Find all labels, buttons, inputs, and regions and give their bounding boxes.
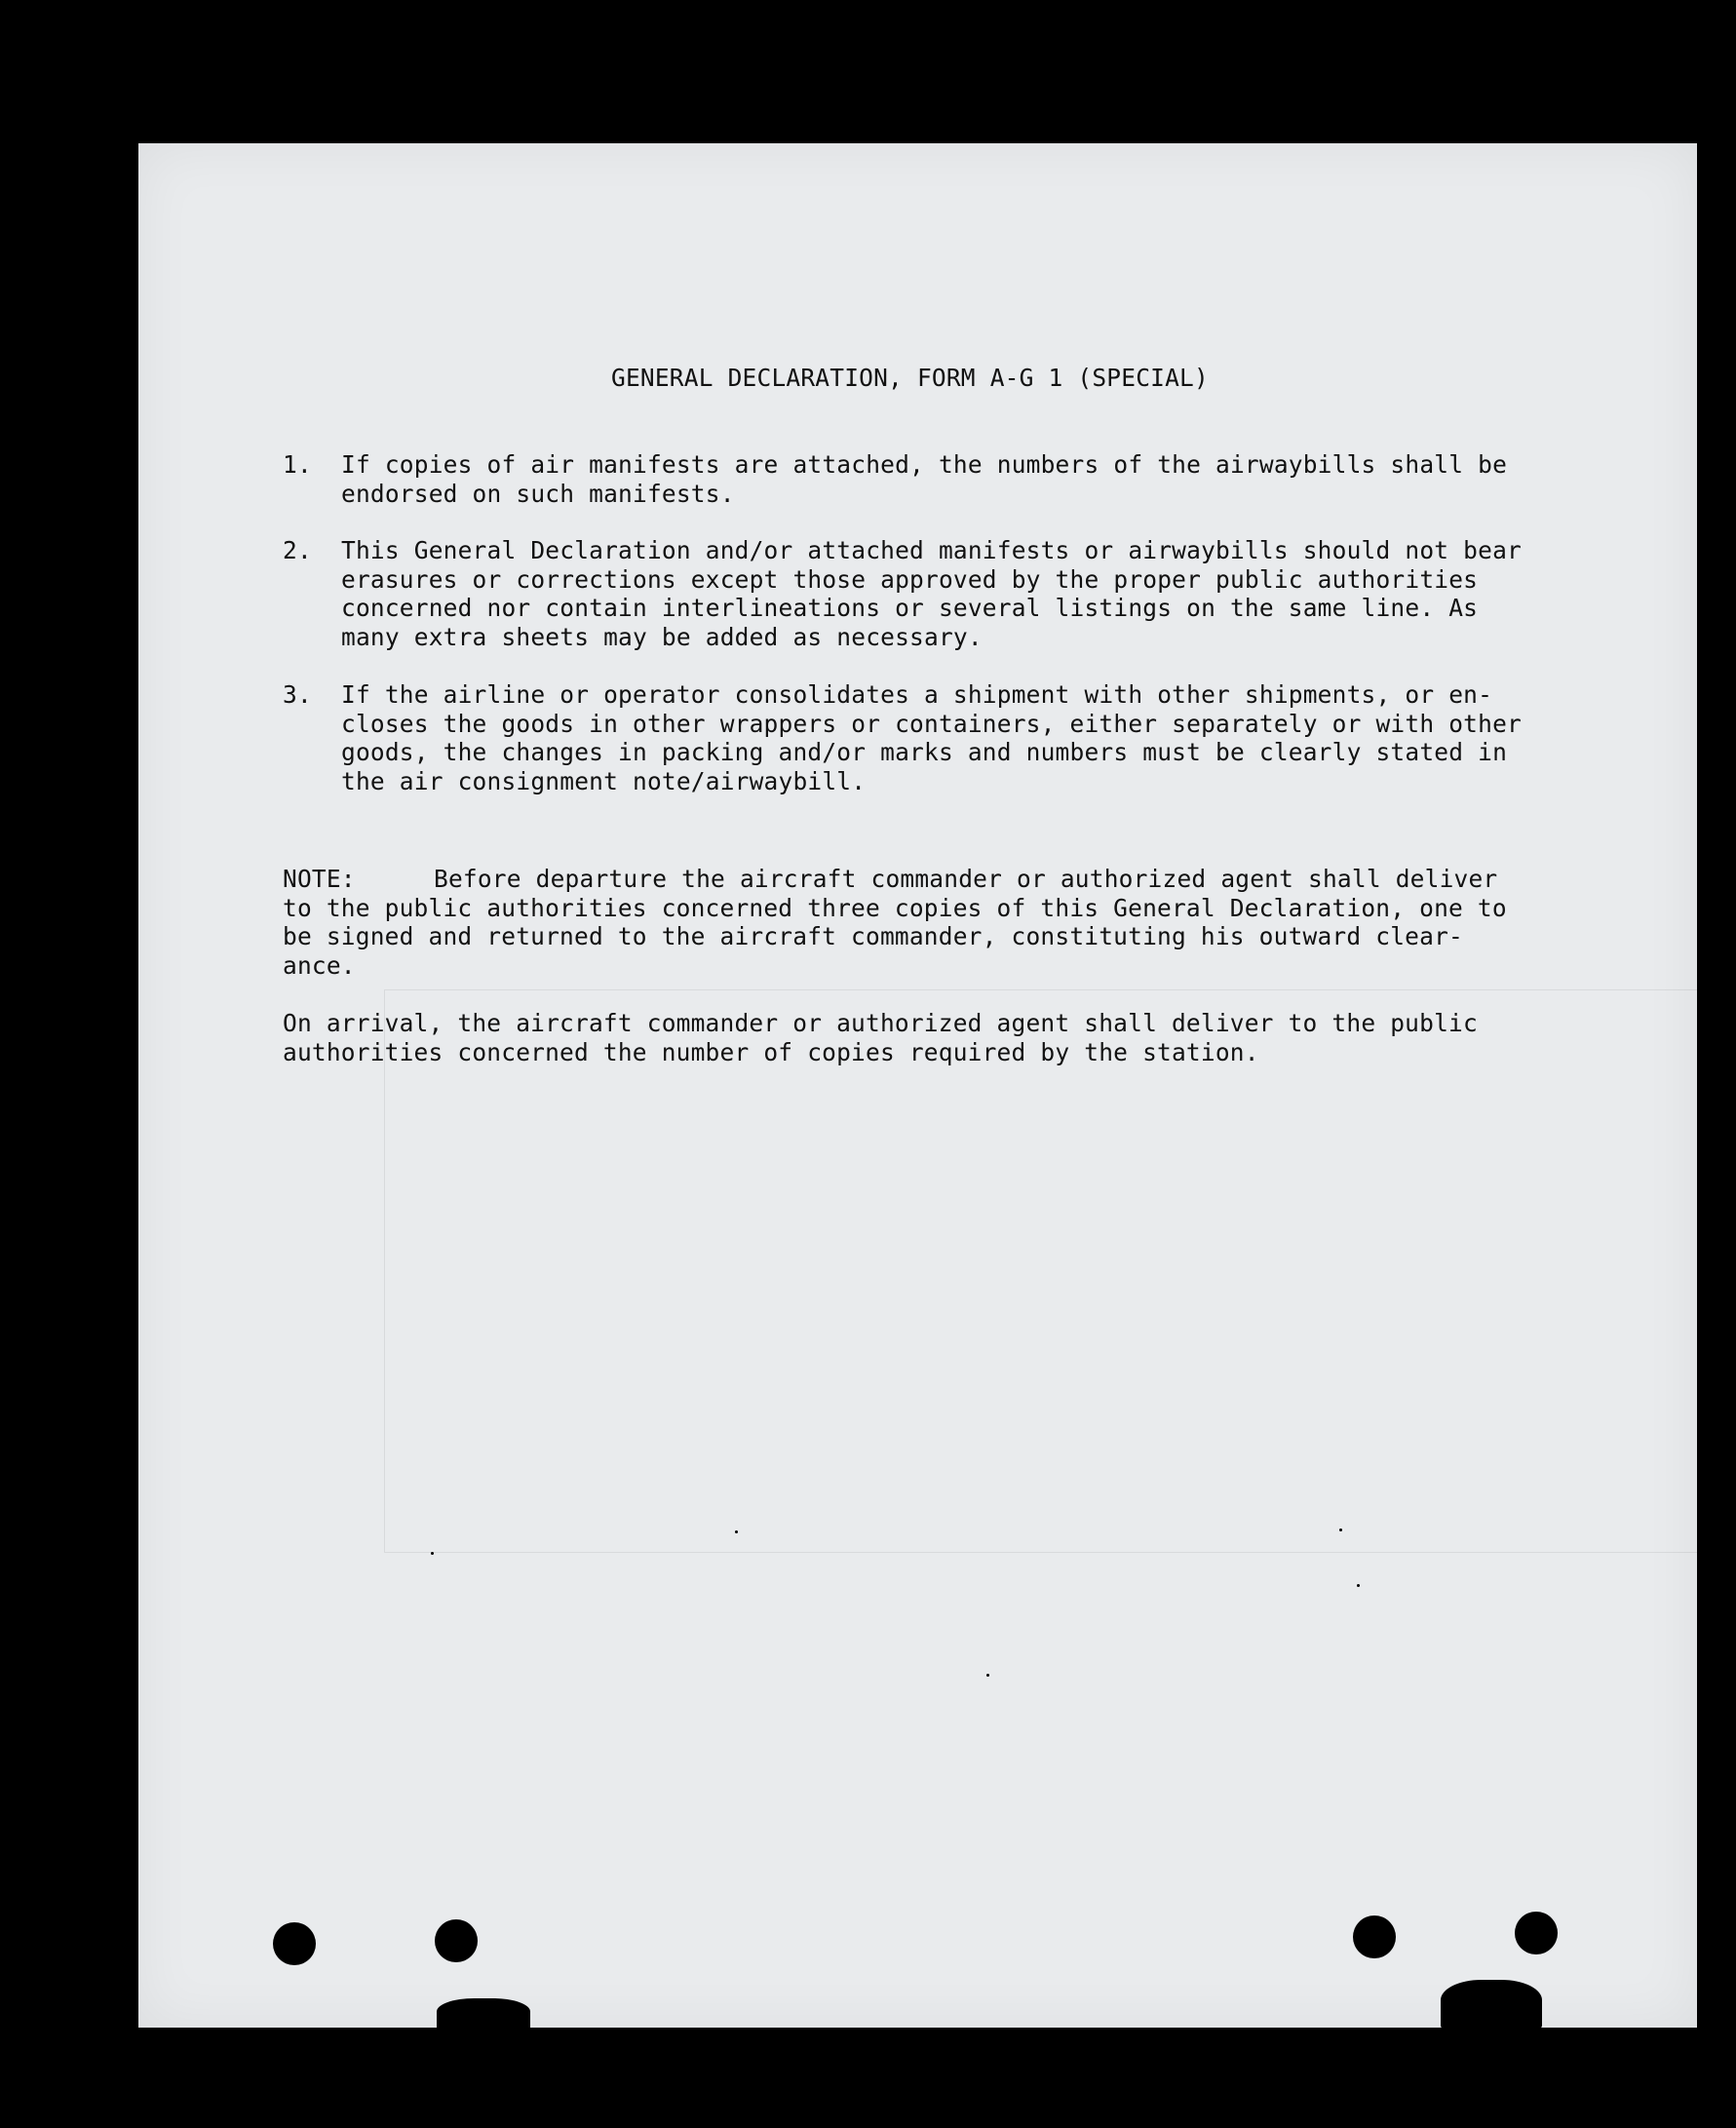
note-label: NOTE: [283,865,356,893]
item-line: If copies of air manifests are attached, the numbers of the airwaybills shall be [341,450,1508,479]
item-line: This General Declaration and/or attached manifests or airwaybills should not bear [341,536,1522,564]
item-line: goods, the changes in packing and/or marks and numbers must be clearly stated in [341,738,1508,766]
item-line: the air consignment note/airwaybill. [341,766,867,795]
arrival-paragraph [283,1009,1647,1066]
note-line: to the public authorities concerned three copies of this General Declaration, one to [283,893,1507,922]
binding-notch [1441,1980,1542,2031]
instruction-item-2 [283,536,1569,651]
scan-speck [1339,1528,1342,1531]
note-text: Before departure the aircraft commander or authorized agent shall deliver [434,865,1498,893]
instruction-item-3 [283,680,1569,795]
arrival-line: On arrival, the aircraft commander or authorized agent shall deliver to the public [283,1009,1478,1037]
item-number: 2. [283,536,312,564]
punch-hole [1515,1912,1558,1954]
punch-hole [1353,1915,1396,1958]
item-line: If the airline or operator consolidates a shipment with other shipments, or en- [341,680,1493,709]
item-line: concerned nor contain interlineations or several listings on the same line. As [341,594,1479,622]
scan-speck [1357,1584,1360,1587]
scan-speck [431,1552,434,1555]
item-line: endorsed on such manifests. [341,479,735,508]
instruction-item-1 [283,450,1569,508]
note-line: be signed and returned to the aircraft commander, constituting his outward clear- [283,922,1463,950]
binding-notch [437,1998,530,2031]
paper-sheet [138,143,1697,2028]
note-paragraph [283,865,1647,980]
note-line: ance. [283,950,356,980]
item-number: 3. [283,680,312,709]
arrival-line: authorities concerned the number of copies required by the station. [283,1037,1259,1066]
document-body [138,143,1697,2028]
document-title: GENERAL DECLARATION, FORM A-G 1 (SPECIAL) [611,364,1209,392]
item-line: closes the goods in other wrappers or containers, either separately or with other [341,709,1522,738]
punch-hole [273,1922,316,1965]
item-number: 1. [283,450,312,479]
punch-hole [435,1919,478,1962]
scan-speck [986,1674,989,1677]
scan-speck [735,1530,738,1533]
item-line: many extra sheets may be added as necessary. [341,622,983,651]
item-line: erasures or corrections except those approved by the proper public authorities [341,564,1479,594]
note-line [283,865,1647,894]
